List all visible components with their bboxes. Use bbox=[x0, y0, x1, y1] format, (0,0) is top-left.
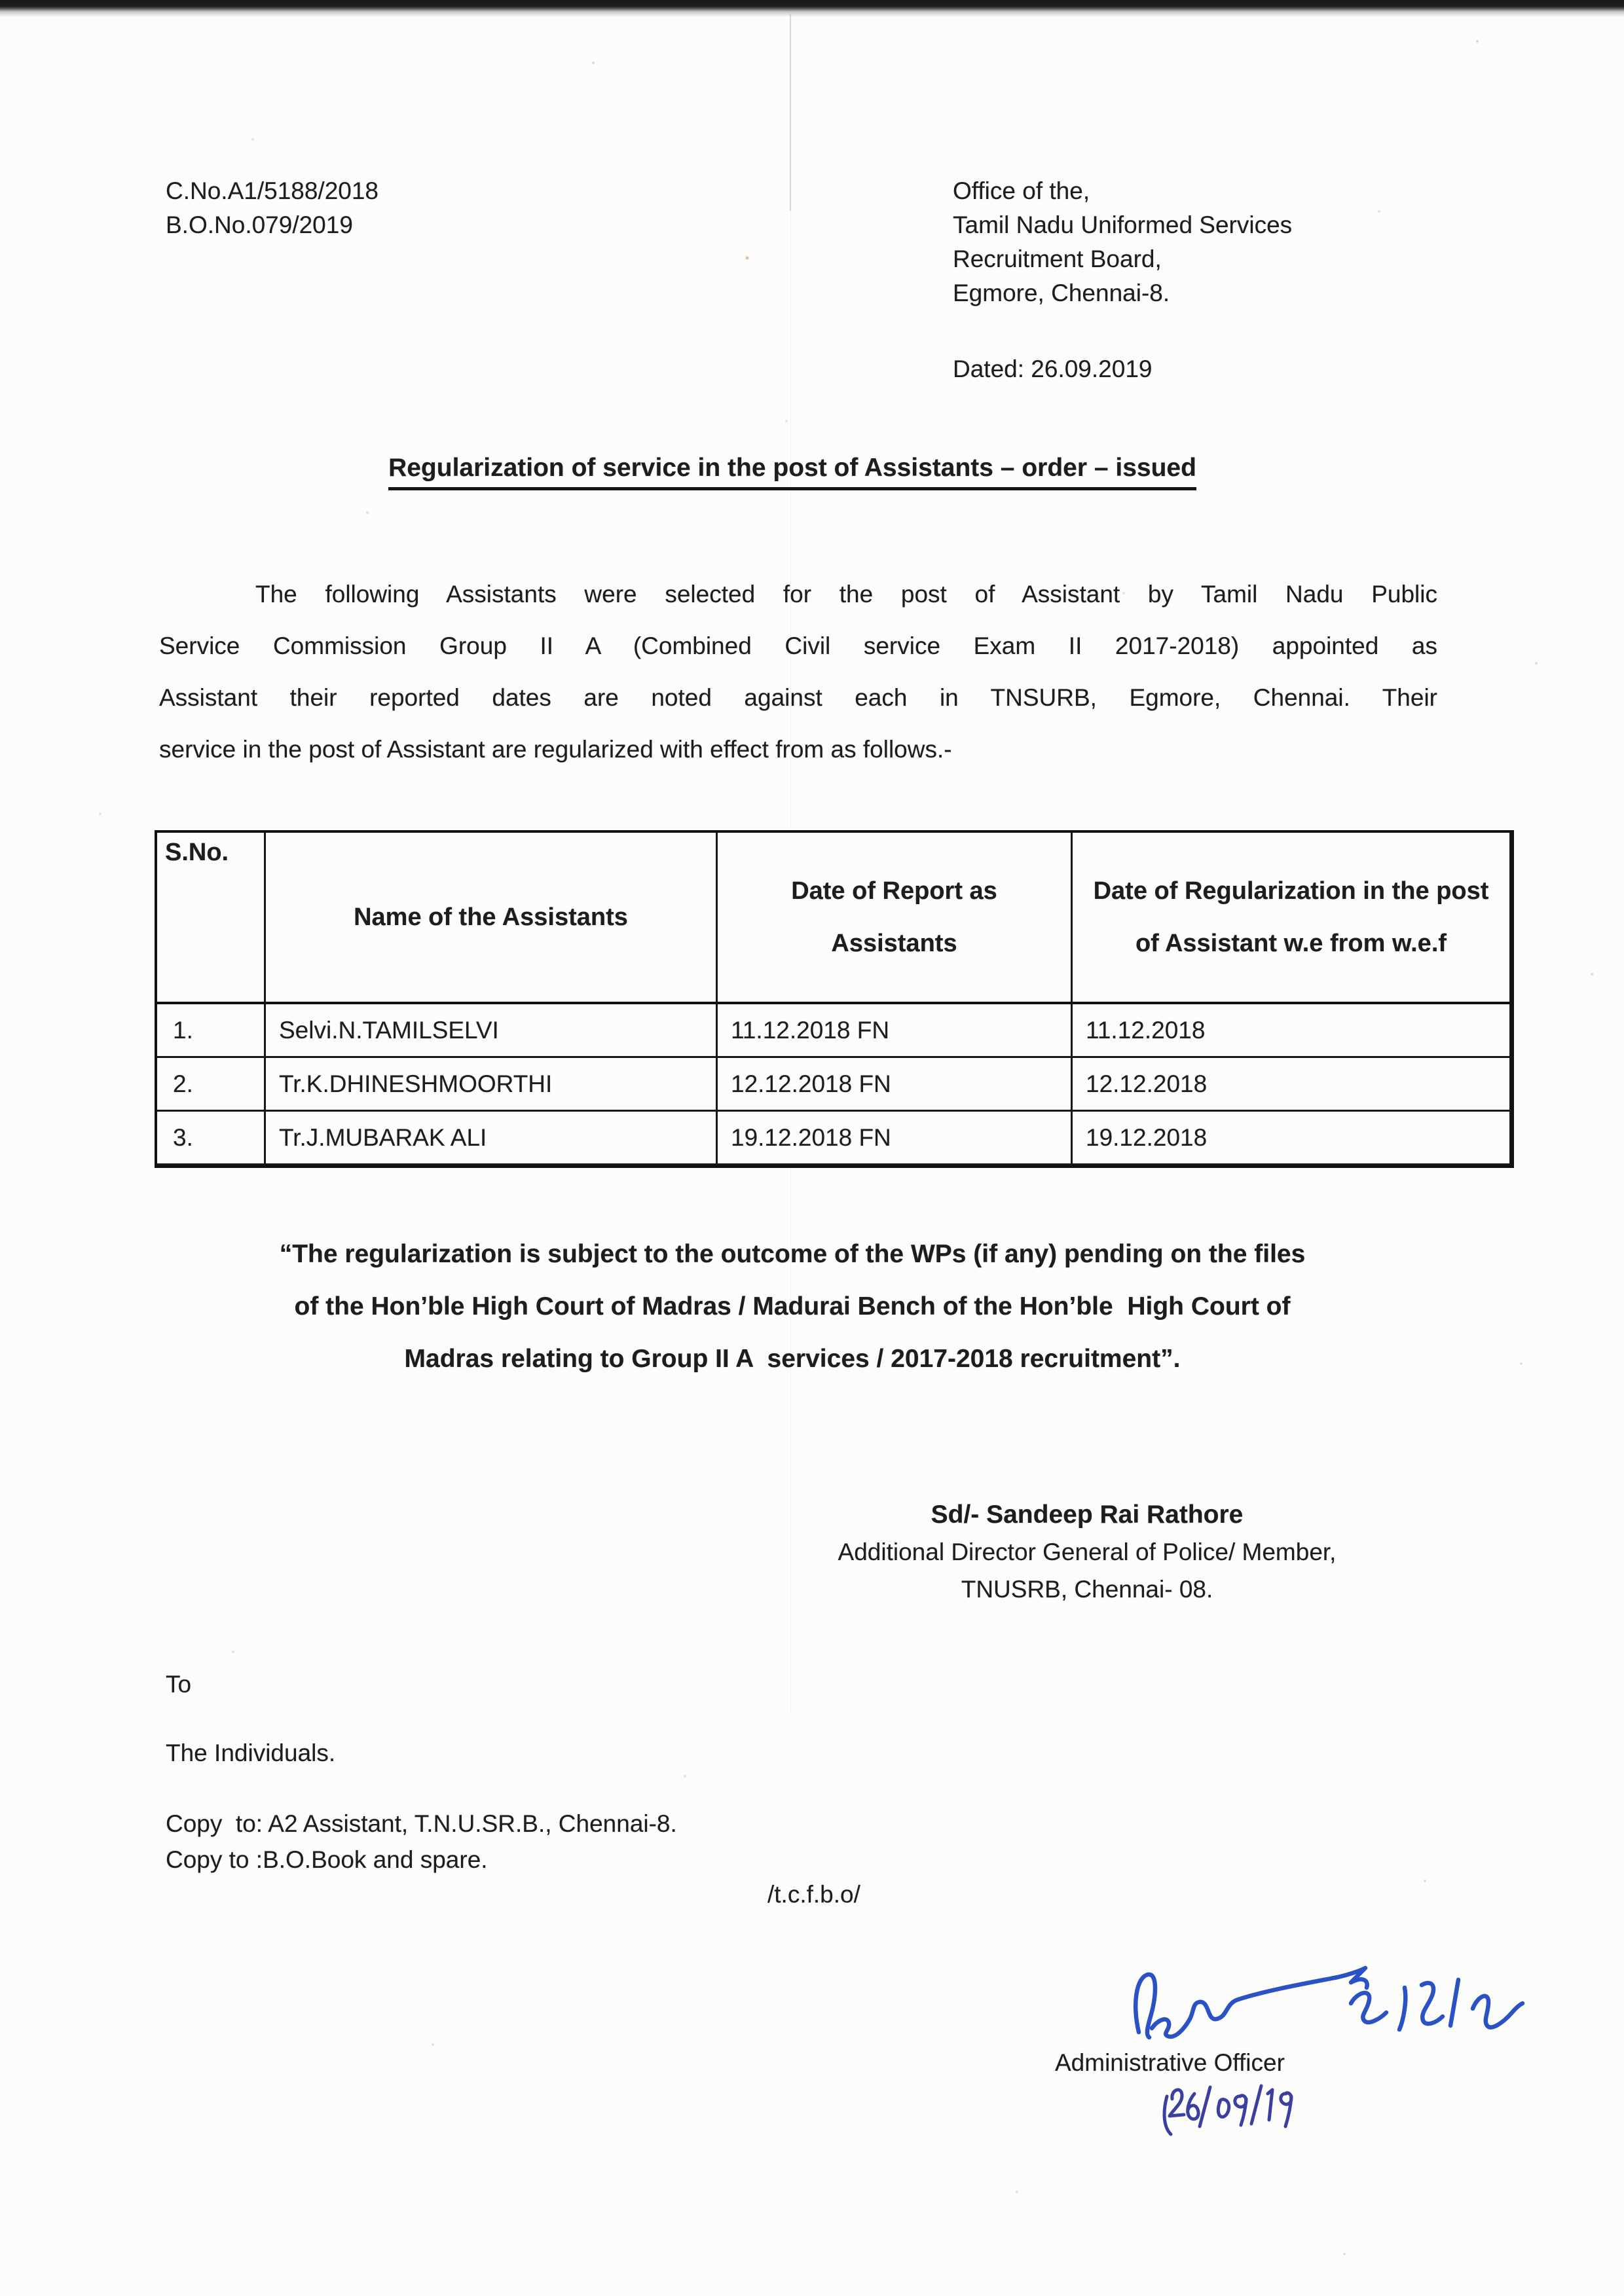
signatory-block bbox=[694, 1496, 1480, 1608]
copy-line-1: Copy to: A2 Assistant, T.N.U.SR.B., Chennai-8. bbox=[166, 1810, 677, 1837]
dated-line: Dated: 26.09.2019 bbox=[953, 355, 1153, 382]
table-cell-name: Tr.K.DHINESHMOORTHI bbox=[266, 1058, 718, 1112]
table-cell-name: Selvi.N.TAMILSELVI bbox=[266, 1004, 718, 1058]
sd-name-line: Sd/- Sandeep Rai Rathore bbox=[931, 1501, 1244, 1529]
note-paragraph bbox=[151, 1228, 1434, 1385]
organisation-line: TNUSRB, Chennai- 08. bbox=[961, 1576, 1213, 1603]
scanner-top-edge bbox=[0, 0, 1624, 17]
table-cell-report: 12.12.2018 FN bbox=[718, 1058, 1073, 1112]
subject-title: Regularization of service in the post of Assistants – order – issued bbox=[388, 454, 1196, 490]
addressee-line: The Individuals. bbox=[166, 1740, 336, 1766]
body-paragraph bbox=[159, 568, 1437, 775]
to-label: To bbox=[166, 1671, 192, 1698]
table-cell-report: 19.12.2018 FN bbox=[718, 1112, 1073, 1165]
tcfbo-line: /t.c.f.b.o/ bbox=[767, 1881, 860, 1908]
table-cell-reg: 19.12.2018 bbox=[1073, 1112, 1511, 1165]
note-line: Madras relating to Group II A services / 2017-2018 recruitment”. bbox=[404, 1345, 1181, 1373]
note-line: “The regularization is subject to the outcome of the WPs (if any) pending on the files bbox=[279, 1240, 1306, 1268]
signature-scribble bbox=[1130, 1965, 1536, 2044]
office-address-line: Office of the, bbox=[953, 177, 1090, 204]
designation-line: Additional Director General of Police/ Member, bbox=[838, 1539, 1337, 1565]
table-cell-sno: 3. bbox=[157, 1112, 266, 1165]
table-header-cell: S.No. bbox=[157, 833, 266, 1004]
body-line: Service Commission Group II A (Combined Civil service Exam II 2017-2018) appointed as bbox=[159, 632, 1437, 659]
body-line: The following Assistants were selected for the post of Assistant by Tamil Nadu Public bbox=[255, 581, 1437, 608]
office-address-line: Tamil Nadu Uniformed Services bbox=[953, 211, 1293, 238]
table-cell-sno: 2. bbox=[157, 1058, 266, 1112]
table-header-cell: Name of the Assistants bbox=[266, 833, 718, 1004]
administrative-officer-title: Administrative Officer bbox=[1055, 2049, 1285, 2076]
subject-wrap bbox=[151, 454, 1434, 490]
table-cell-name: Tr.J.MUBARAK ALI bbox=[266, 1112, 718, 1165]
table-cell-report: 11.12.2018 FN bbox=[718, 1004, 1073, 1058]
table-cell-reg: 11.12.2018 bbox=[1073, 1004, 1511, 1058]
table-header-cell: Date of Report as Assistants bbox=[718, 833, 1073, 1004]
office-address-block bbox=[953, 174, 1292, 310]
copy-line-2: Copy to :B.O.Book and spare. bbox=[166, 1846, 488, 1873]
crease-line bbox=[790, 14, 791, 211]
table-header-cell: Date of Regularization in the post of Assistant w.e from w.e.f bbox=[1073, 833, 1511, 1004]
note-line: of the Hon’ble High Court of Madras / Madurai Bench of the Hon’ble High Court of bbox=[294, 1292, 1291, 1321]
table-cell-sno: 1. bbox=[157, 1004, 266, 1058]
paper-specks bbox=[0, 0, 1, 1]
table-cell-reg: 12.12.2018 bbox=[1073, 1058, 1511, 1112]
office-address-line: Recruitment Board, bbox=[953, 246, 1162, 272]
body-line: Assistant their reported dates are noted against each in TNSURB, Egmore, Chennai. Their bbox=[159, 684, 1437, 711]
reference-number-block bbox=[166, 174, 378, 242]
c-number: C.No.A1/5188/2018 bbox=[166, 177, 379, 204]
body-line: service in the post of Assistant are regularized with effect from as follows.- bbox=[159, 736, 952, 763]
office-address-line: Egmore, Chennai-8. bbox=[953, 280, 1170, 306]
handwritten-date-scribble bbox=[1158, 2074, 1295, 2140]
bo-number: B.O.No.079/2019 bbox=[166, 211, 353, 238]
assistants-table bbox=[155, 830, 1514, 1168]
